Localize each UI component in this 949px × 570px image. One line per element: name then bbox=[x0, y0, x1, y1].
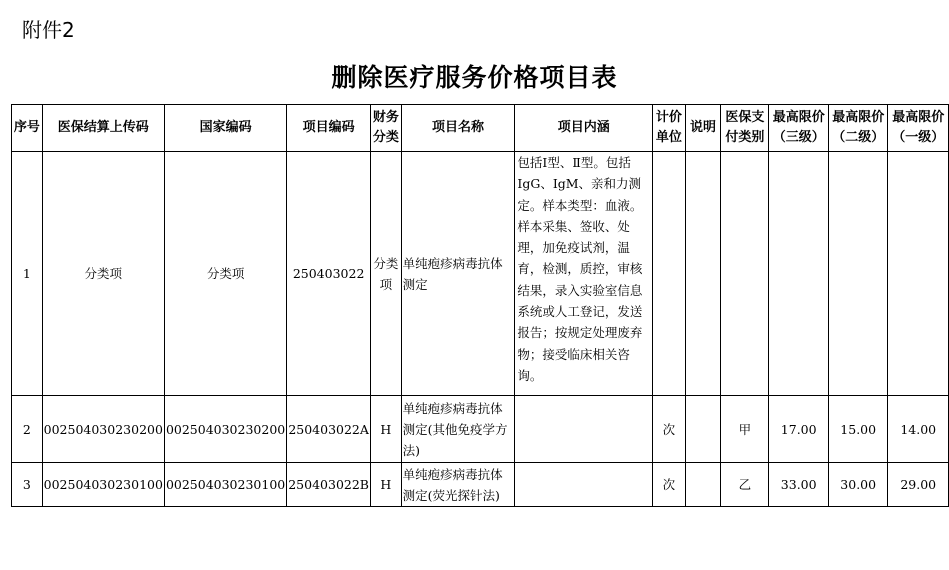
cell-max-price-3: 33.00 bbox=[769, 463, 829, 507]
header-row bbox=[12, 105, 949, 152]
cell-max-price-3: 17.00 bbox=[769, 396, 829, 463]
cell-max-price-2: 15.00 bbox=[828, 396, 888, 463]
cell-item-name: 单纯疱疹病毒抗体测定(荧光探针法) bbox=[401, 463, 515, 507]
table-row bbox=[12, 463, 949, 507]
cell-finance-class: 分类项 bbox=[371, 152, 402, 396]
cell-unit: 次 bbox=[653, 396, 686, 463]
cell-national-code: 002504030230100 bbox=[164, 463, 286, 507]
header-connotation: 项目内涵 bbox=[515, 105, 653, 152]
attachment-label: 附件2 bbox=[22, 18, 75, 42]
cell-finance-class: H bbox=[371, 463, 402, 507]
header-max-price-2: 最高限价（二级） bbox=[828, 105, 888, 152]
cell-max-price-1: 14.00 bbox=[888, 396, 949, 463]
cell-item-code: 250403022A bbox=[287, 396, 371, 463]
cell-unit bbox=[653, 152, 686, 396]
cell-item-name: 单纯疱疹病毒抗体测定 bbox=[401, 152, 515, 396]
cell-item-name: 单纯疱疹病毒抗体测定(其他免疫学方法) bbox=[401, 396, 515, 463]
cell-note bbox=[685, 152, 721, 396]
cell-max-price-3 bbox=[769, 152, 829, 396]
cell-connotation bbox=[515, 396, 653, 463]
header-insurance-type: 医保支付类别 bbox=[721, 105, 769, 152]
header-unit: 计价单位 bbox=[653, 105, 686, 152]
table-row bbox=[12, 152, 949, 396]
cell-note bbox=[685, 396, 721, 463]
header-note: 说明 bbox=[685, 105, 721, 152]
cell-max-price-1: 29.00 bbox=[888, 463, 949, 507]
cell-item-code: 250403022 bbox=[287, 152, 371, 396]
header-national-code: 国家编码 bbox=[164, 105, 286, 152]
cell-max-price-1 bbox=[888, 152, 949, 396]
cell-insurance-type bbox=[721, 152, 769, 396]
cell-max-price-2: 30.00 bbox=[828, 463, 888, 507]
header-max-price-1: 最高限价（一级） bbox=[888, 105, 949, 152]
cell-insurance-type: 乙 bbox=[721, 463, 769, 507]
cell-finance-class: H bbox=[371, 396, 402, 463]
header-item-name: 项目名称 bbox=[401, 105, 515, 152]
header-item-code: 项目编码 bbox=[287, 105, 371, 152]
cell-max-price-2 bbox=[828, 152, 888, 396]
header-finance-class: 财务分类 bbox=[371, 105, 402, 152]
cell-insurance-type: 甲 bbox=[721, 396, 769, 463]
cell-seq: 3 bbox=[12, 463, 43, 507]
cell-seq: 1 bbox=[12, 152, 43, 396]
cell-upload-code: 分类项 bbox=[42, 152, 164, 396]
cell-upload-code: 002504030230100 bbox=[42, 463, 164, 507]
page-title: 删除医疗服务价格项目表 bbox=[331, 63, 618, 92]
cell-seq: 2 bbox=[12, 396, 43, 463]
cell-note bbox=[685, 463, 721, 507]
table-row bbox=[12, 396, 949, 463]
price-item-table bbox=[11, 104, 949, 507]
cell-connotation bbox=[515, 463, 653, 507]
cell-upload-code: 002504030230200 bbox=[42, 396, 164, 463]
cell-unit: 次 bbox=[653, 463, 686, 507]
cell-item-code: 250403022B bbox=[287, 463, 371, 507]
header-seq: 序号 bbox=[12, 105, 43, 152]
header-max-price-3: 最高限价（三级） bbox=[769, 105, 829, 152]
header-upload-code: 医保结算上传码 bbox=[42, 105, 164, 152]
cell-national-code: 分类项 bbox=[164, 152, 286, 396]
cell-connotation: 包括Ⅰ型、Ⅱ型。包括IgG、IgM、亲和力测定。样本类型：血液。样本采集、签收、处理，加免疫试剂，温育，检测，质控，审核结果，录入实验室信息系统或人工登记，发送报告；按规定处理废弃物；接受临床相关咨询。 bbox=[515, 152, 653, 396]
cell-national-code: 002504030230200 bbox=[164, 396, 286, 463]
